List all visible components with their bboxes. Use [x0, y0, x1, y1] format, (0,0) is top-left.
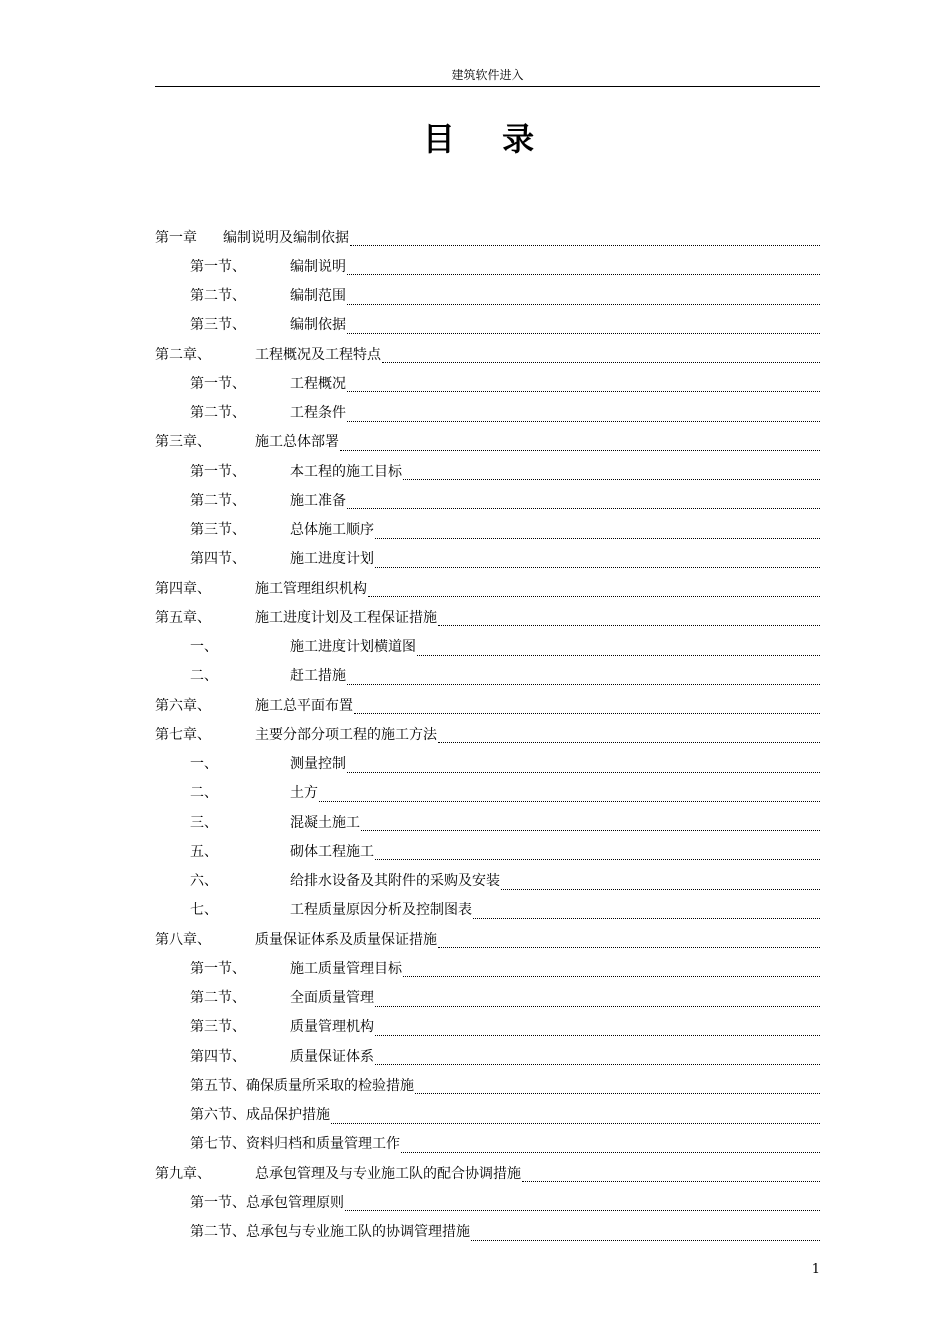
- toc-leader-dots: [471, 1226, 820, 1241]
- toc-leader-dots: [340, 436, 820, 451]
- toc-entry-number: 第二章、: [155, 346, 211, 363]
- toc-leader-dots: [501, 875, 820, 890]
- page-header: 建筑软件进入: [451, 68, 524, 82]
- toc-entry-title: 确保质量所采取的检验措施: [246, 1077, 414, 1094]
- toc-leader-dots: [331, 1109, 820, 1124]
- toc-entry-title: 质量管理机构: [290, 1019, 374, 1036]
- toc-entry-title: 总承包管理原则: [246, 1194, 344, 1211]
- toc-entry-title: 资料归档和质量管理工作: [246, 1136, 400, 1153]
- toc-entry[interactable]: [155, 456, 820, 485]
- toc-entry-title: 施工总平面布置: [255, 697, 353, 714]
- toc-entry-title: 测量控制: [290, 756, 346, 773]
- toc-entry[interactable]: [155, 1129, 820, 1158]
- toc-entry-title: 质量保证体系及质量保证措施: [255, 931, 437, 948]
- toc-entry-title: 编制说明: [290, 258, 346, 275]
- toc-entry-number: 第八章、: [155, 931, 211, 948]
- toc-entry-title: 工程概况及工程特点: [255, 346, 381, 363]
- toc-leader-dots: [347, 260, 820, 275]
- toc-leader-dots: [382, 348, 820, 363]
- toc-entry[interactable]: [155, 222, 820, 251]
- toc-leader-dots: [438, 611, 820, 626]
- toc-leader-dots: [347, 377, 820, 392]
- toc-entry[interactable]: [155, 924, 820, 953]
- toc-leader-dots: [347, 407, 820, 422]
- toc-entry-number: 第六章、: [155, 697, 211, 714]
- toc-entry-title: 施工进度计划: [290, 551, 374, 568]
- toc-leader-dots: [438, 728, 820, 743]
- toc-entry[interactable]: [155, 1041, 820, 1070]
- toc-entry-title: 工程概况: [290, 375, 346, 392]
- toc-entry-number: 一、: [190, 756, 218, 773]
- toc-entry-title: 总承包管理及与专业施工队的配合协调措施: [255, 1165, 521, 1182]
- toc-leader-dots: [350, 231, 820, 246]
- toc-leader-dots: [368, 582, 820, 597]
- toc-entry[interactable]: [155, 427, 820, 456]
- toc-entry-number: 第三节、: [190, 522, 246, 539]
- toc-entry[interactable]: [155, 281, 820, 310]
- toc-entry[interactable]: [155, 866, 820, 895]
- toc-entry[interactable]: [155, 368, 820, 397]
- toc-entry[interactable]: [155, 778, 820, 807]
- toc-entry-number: 一、: [190, 639, 218, 656]
- toc-entry-number: 第三节、: [190, 317, 246, 334]
- toc-entry-number: 第一节、: [190, 960, 246, 977]
- toc-entry[interactable]: [155, 485, 820, 514]
- toc-entry[interactable]: [155, 953, 820, 982]
- toc-entry[interactable]: [155, 1100, 820, 1129]
- toc-entry-title: 土方: [290, 785, 318, 802]
- toc-leader-dots: [438, 933, 820, 948]
- toc-leader-dots: [403, 962, 820, 977]
- toc-entry[interactable]: [155, 515, 820, 544]
- toc-entry[interactable]: [155, 1158, 820, 1187]
- toc-entry[interactable]: [155, 661, 820, 690]
- toc-entry[interactable]: [155, 573, 820, 602]
- toc-entry-title: 施工总体部署: [255, 434, 339, 451]
- toc-leader-dots: [354, 699, 820, 714]
- toc-entry-number: 第一章: [155, 229, 197, 246]
- toc-entry-title: 工程质量原因分析及控制图表: [290, 902, 472, 919]
- toc-leader-dots: [375, 845, 820, 860]
- toc-leader-dots: [319, 787, 820, 802]
- toc-entry-title: 赶工措施: [290, 668, 346, 685]
- toc-leader-dots: [522, 1167, 820, 1182]
- toc-entry[interactable]: [155, 1012, 820, 1041]
- toc-entry[interactable]: [155, 895, 820, 924]
- toc-entry-title: 质量保证体系: [290, 1048, 374, 1065]
- toc-entry[interactable]: [155, 1187, 820, 1216]
- toc-leader-dots: [347, 319, 820, 334]
- toc-entry[interactable]: [155, 983, 820, 1012]
- toc-leader-dots: [375, 992, 820, 1007]
- toc-entry[interactable]: [155, 632, 820, 661]
- toc-entry-title: 施工进度计划及工程保证措施: [255, 609, 437, 626]
- toc-leader-dots: [403, 465, 820, 480]
- toc-entry-number: 七、: [190, 902, 218, 919]
- toc-entry[interactable]: [155, 749, 820, 778]
- toc-entry-number: 第四章、: [155, 580, 211, 597]
- toc-entry-title: 施工准备: [290, 492, 346, 509]
- toc-entry-title: 总承包与专业施工队的协调管理措施: [246, 1224, 470, 1241]
- toc-entry-number: 第四节、: [190, 551, 246, 568]
- toc-leader-dots: [347, 758, 820, 773]
- toc-entry-number: 第四节、: [190, 1048, 246, 1065]
- toc-leader-dots: [473, 904, 820, 919]
- toc-entry-number: 第三节、: [190, 1019, 246, 1036]
- toc-entry-title: 成品保护措施: [246, 1107, 330, 1124]
- toc-entry-title: 全面质量管理: [290, 990, 374, 1007]
- toc-entry[interactable]: [155, 339, 820, 368]
- toc-entry[interactable]: [155, 719, 820, 748]
- toc-entry-number: 第一节、: [190, 1194, 246, 1211]
- page-number: 1: [811, 1262, 820, 1277]
- toc-entry[interactable]: [155, 807, 820, 836]
- toc-entry-number: 第一节、: [190, 375, 246, 392]
- toc-entry-number: 五、: [190, 843, 218, 860]
- toc-entry[interactable]: [155, 1070, 820, 1099]
- toc-leader-dots: [347, 670, 820, 685]
- toc-entry-number: 二、: [190, 668, 218, 685]
- toc-entry[interactable]: [155, 690, 820, 719]
- toc-entry-number: 第二节、: [190, 990, 246, 1007]
- toc-leader-dots: [375, 1021, 820, 1036]
- toc-entry-title: 施工管理组织机构: [255, 580, 367, 597]
- toc-leader-dots: [375, 553, 820, 568]
- toc-entry[interactable]: [155, 836, 820, 865]
- toc-entry[interactable]: [155, 544, 820, 573]
- toc-entry-number: 第六节、: [190, 1107, 246, 1124]
- toc-entry-number: 第五节、: [190, 1077, 246, 1094]
- toc-entry-title: 编制说明及编制依据: [223, 229, 349, 246]
- page-title: 目 录: [422, 120, 553, 158]
- table-of-contents: [155, 222, 820, 1246]
- toc-entry-number: 三、: [190, 814, 218, 831]
- toc-entry-number: 第二节、: [190, 405, 246, 422]
- toc-entry-number: 第一节、: [190, 463, 246, 480]
- toc-entry-title: 工程条件: [290, 405, 346, 422]
- toc-leader-dots: [375, 524, 820, 539]
- toc-entry-title: 施工进度计划横道图: [290, 639, 416, 656]
- toc-entry-number: 第二节、: [190, 288, 246, 305]
- toc-entry-title: 混凝土施工: [290, 814, 360, 831]
- toc-entry[interactable]: [155, 602, 820, 631]
- toc-leader-dots: [375, 1050, 820, 1065]
- toc-entry-number: 第九章、: [155, 1165, 211, 1182]
- toc-entry-number: 第二节、: [190, 492, 246, 509]
- toc-leader-dots: [345, 1196, 820, 1211]
- toc-entry-title: 主要分部分项工程的施工方法: [255, 726, 437, 743]
- toc-entry[interactable]: [155, 398, 820, 427]
- toc-entry-title: 编制范围: [290, 288, 346, 305]
- toc-entry-number: 第五章、: [155, 609, 211, 626]
- toc-entry-number: 第二节、: [190, 1224, 246, 1241]
- toc-leader-dots: [361, 816, 820, 831]
- toc-entry[interactable]: [155, 251, 820, 280]
- toc-entry[interactable]: [155, 310, 820, 339]
- toc-entry-number: 第七章、: [155, 726, 211, 743]
- toc-entry-number: 第三章、: [155, 434, 211, 451]
- toc-leader-dots: [347, 290, 820, 305]
- toc-entry-number: 第七节、: [190, 1136, 246, 1153]
- toc-entry-title: 编制依据: [290, 317, 346, 334]
- toc-entry-title: 施工质量管理目标: [290, 960, 402, 977]
- toc-leader-dots: [347, 494, 820, 509]
- toc-entry[interactable]: [155, 1217, 820, 1246]
- toc-entry-number: 六、: [190, 873, 218, 890]
- toc-entry-title: 给排水设备及其附件的采购及安装: [290, 873, 500, 890]
- header-rule: [155, 86, 820, 87]
- toc-entry-title: 总体施工顺序: [290, 522, 374, 539]
- toc-entry-number: 第一节、: [190, 258, 246, 275]
- toc-entry-title: 本工程的施工目标: [290, 463, 402, 480]
- toc-entry-title: 砌体工程施工: [290, 843, 374, 860]
- toc-leader-dots: [415, 1079, 820, 1094]
- toc-leader-dots: [417, 641, 820, 656]
- toc-leader-dots: [401, 1138, 820, 1153]
- toc-entry-number: 二、: [190, 785, 218, 802]
